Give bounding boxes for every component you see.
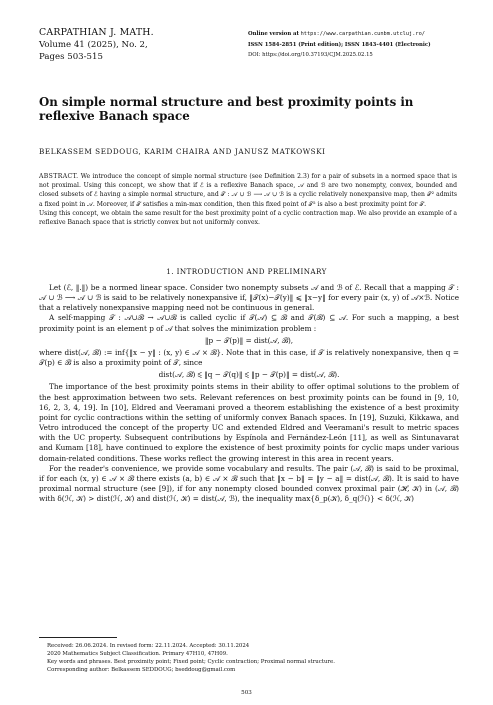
paper-title: On simple normal structure and best proximity points in reflexive Banach space: [39, 95, 414, 123]
abstract: [39, 172, 457, 227]
online-label: Online version at: [248, 31, 299, 37]
doi-link[interactable]: DOI: https://doi.org/10.37193/CJM.2025.02.15: [248, 52, 373, 59]
paragraph: where dist(𝒜, ℬ) := inf{‖x − y‖ : (x, y) ∈ 𝒜 × ℬ}. Note that in this case, if 𝒯 is relatively nonexpansive, then q = 𝒯(p) ∈ ℬ is also a proximity point of 𝒯, since: [39, 347, 459, 368]
online-url-link[interactable]: https://www.carpathian.cunbm.utcluj.ro/: [300, 31, 425, 37]
paragraph: The importance of the best proximity points stems in their ability to offer optimal solutions to the problem of the best approximation between two sets. Relevant references on best proximity points can be found in [9, 10, 16, 2, 3, 4, 19]. In [10], Eldred and Veeramani proved a theorem establishing the existence of a best proximity point for cyclic contractions within the setting of uniformly convex Banach spaces. In [19], Suzuki, Kikkawa, and Vetro introduced the concept of the property UC and extended Eldred and Veeramani's result to metric spaces with the UC property. Subsequent contributions by Espínola and Fernández-León [11], as well as Sintunavarat and Kumam [18], have continued to explore the existence of best proximity points for cyclic maps under various domain-related conditions. These works reflect the growing interest in this area in recent years.: [39, 382, 459, 463]
abstract-paragraph: [39, 172, 457, 209]
received-dates: Received: 26.06.2024. In revised form: 22.11.2024. Accepted: 30.11.2024: [47, 643, 250, 649]
journal-info: [248, 29, 431, 61]
corresponding-author: Corresponding author: Belkassem SEDDOUG; bseddoug@gmail.com: [47, 667, 236, 673]
journal-header: [39, 27, 154, 63]
issn: ISSN 1584-2851 (Print edition); ISSN 1843-4401 (Electronic): [248, 41, 431, 48]
section-heading: 1. INTRODUCTION AND PRELIMINARY: [166, 267, 327, 276]
msc-classification: 2020 Mathematics Subject Classification. Primary 47H10, 47H09.: [47, 651, 228, 657]
abstract-text: We introduce the concept of simple normal structure (see Definition 2.3) for a pair of subsets in a normed space that is not proximal. Using this concept, we show that if ℰ is a reflexive Banach space, 𝒜 and ℬ are two nonempty, convex, bounded and closed subsets of ℰ having a simple normal structure, and 𝒯 : 𝒜 ∪ ℬ ⟶ 𝒜 ∪ ℬ is a cyclic relatively nonexpansive map, then 𝒯² admits a fixed point in 𝒜. Moreover, if 𝒯 satisfies a min-max condition, then this fixed point of 𝒯² is also a best proximity point for 𝒯.: [39, 173, 457, 208]
paragraph: Let (ℰ, ‖.‖) be a normed linear space. Consider two nonempty subsets 𝒜 and ℬ of ℰ. Recall that a mapping 𝒯 : 𝒜 ∪ ℬ ⟶ 𝒜 ∪ ℬ is said to be relatively nonexpansive if, ‖𝒯(x)−𝒯(y)‖ ⩽ ‖x−y‖ for every pair (x, y) of 𝒜×ℬ. Notice that a relatively nonexpansive mapping need not be continuous in general.: [39, 283, 459, 313]
journal-volume: Volume 41 (2025), No. 2,: [39, 40, 148, 50]
equation: dist(𝒜, ℬ) ⩽ ‖q − 𝒯(q)‖ ⩽ ‖p − 𝒯(p)‖ = dist(𝒜, ℬ).: [158, 370, 340, 380]
paragraph: A self-mapping 𝒯 : 𝒜∪ℬ → 𝒜∪ℬ is called cyclic if 𝒯(𝒜) ⊆ ℬ and 𝒯(ℬ) ⊆ 𝒜. For such a mapping, a best proximity point is an element p of 𝒜 that solves the minimization problem :: [39, 313, 459, 333]
journal-name: CARPATHIAN J. MATH.: [39, 27, 154, 38]
abstract-paragraph-2: Using this concept, we obtain the same result for the best proximity point of a cyclic contraction map. We also provide an example of a reflexive Banach space that is strictly convex but not uniformly convex.: [39, 209, 457, 227]
abstract-label: ABSTRACT.: [39, 173, 79, 180]
keywords: Key words and phrases. Best proximity point; Fixed point; Cyclic contraction; Proximal normal structure.: [47, 659, 335, 665]
footnote-divider: [39, 637, 117, 638]
equation: ‖p − 𝒯(p)‖ = dist(𝒜, ℬ),: [204, 335, 294, 345]
online-version: [248, 29, 431, 40]
page-number: 503: [241, 690, 252, 696]
journal-pages: Pages 503-515: [39, 52, 103, 62]
footnotes: [39, 642, 459, 674]
paragraph: For the reader's convenience, we provide some vocabulary and results. The pair (𝒜, ℬ) is said to be proximal, if for each (x, y) ∈ 𝒜 × ℬ there exists (a, b) ∈ 𝒜 × ℬ such that ‖x − b‖ = ‖y − a‖ = dist(𝒜, ℬ). It is said to have proximal normal structure (see [9]), if for any nonempty closed bounded convex proximal pair (ℋ, 𝒦) in (𝒜, ℬ) with δ(ℋ, 𝒦) > dist(ℋ, 𝒦) and dist(ℋ, 𝒦) = dist(𝒜, ℬ), the inequality max{δ_p(𝒦), δ_q(ℋ)} < δ(ℋ, 𝒦): [39, 463, 459, 504]
authors: BELKASSEM SEDDOUG, KARIM CHAIRA AND JANUSZ MATKOWSKI: [39, 147, 326, 156]
body-text: [39, 283, 459, 504]
